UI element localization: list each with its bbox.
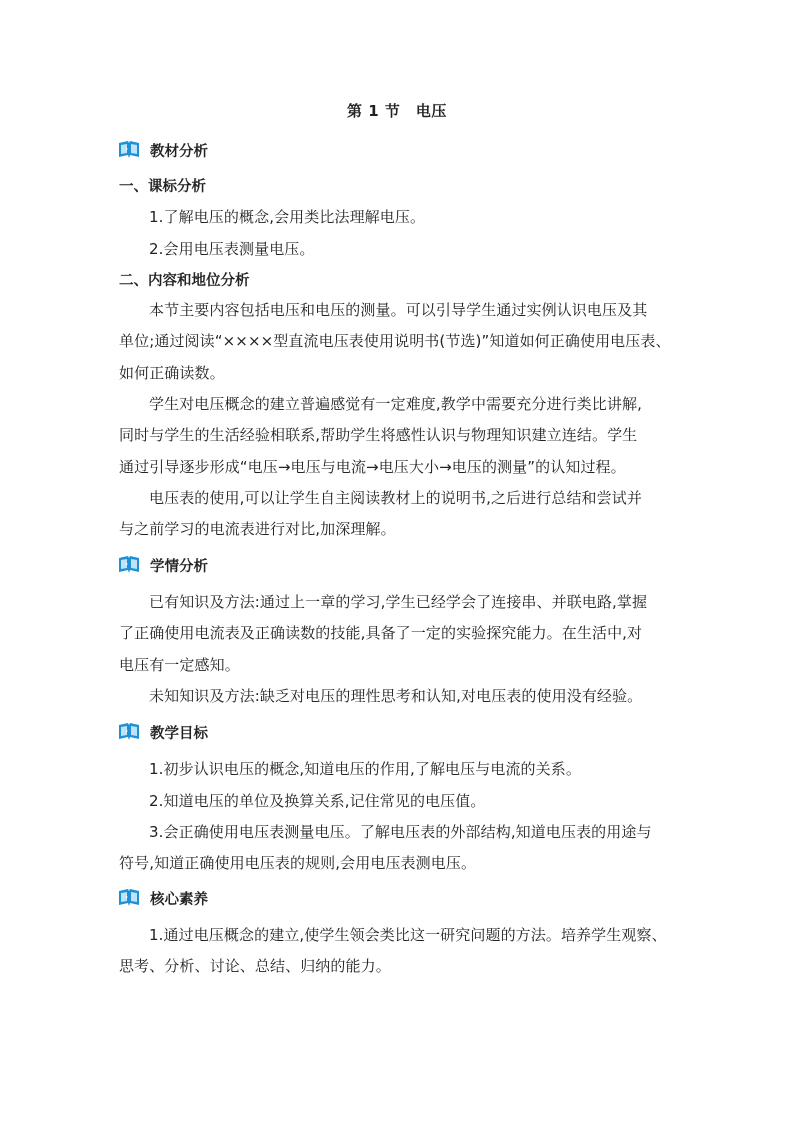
subheading-curriculum: 一、课标分析 (119, 179, 206, 195)
text-line: 学生对电压概念的建立普遍感觉有一定难度,教学中需要充分进行类比讲解, (149, 395, 642, 413)
section-label: 学情分析 (150, 558, 208, 575)
section-heading-goals (118, 720, 208, 744)
text-line: 1.了解电压的概念,会用类比法理解电压。 (149, 208, 426, 226)
text-line: 与之前学习的电流表进行对比,加深理解。 (119, 520, 396, 538)
text-line: 符号,知道正确使用电压表的规则,会用电压表测电压。 (119, 854, 477, 872)
book-icon (118, 140, 140, 160)
text-line: 单位;通过阅读“××××型直流电压表使用说明书(节选)”知道如何正确使用电压表、 (119, 332, 671, 350)
text-line: 1.通过电压概念的建立,使学生领会类比这一研究问题的方法。培养学生观察、 (149, 926, 667, 944)
text-line: 同时与学生的生活经验相联系,帮助学生将感性认识与物理知识建立连结。学生 (119, 426, 638, 444)
subheading-content: 二、内容和地位分析 (119, 273, 250, 289)
book-icon (118, 722, 140, 742)
text-line: 已有知识及方法:通过上一章的学习,学生已经学会了连接串、并联电路,掌握 (149, 593, 648, 611)
section-heading-analysis (118, 138, 208, 162)
section-label: 核心素养 (150, 891, 208, 908)
text-line: 本节主要内容包括电压和电压的测量。可以引导学生通过实例认识电压及其 (149, 301, 648, 319)
text-line: 电压有一定感知。 (119, 656, 240, 674)
text-line: 3.会正确使用电压表测量电压。了解电压表的外部结构,知道电压表的用途与 (149, 823, 652, 841)
section-heading-students (118, 553, 208, 577)
text-line: 1.初步认识电压的概念,知道电压的作用,了解电压与电流的关系。 (149, 760, 581, 778)
section-heading-core (118, 886, 208, 910)
book-icon (118, 888, 140, 908)
section-label: 教材分析 (150, 143, 208, 160)
text-line: 电压表的使用,可以让学生自主阅读教材上的说明书,之后进行总结和尝试并 (149, 489, 642, 507)
text-line: 未知知识及方法:缺乏对电压的理性思考和认知,对电压表的使用没有经验。 (149, 687, 643, 705)
section-label: 教学目标 (150, 725, 208, 742)
text-line: 通过引导逐步形成“电压→电压与电流→电压大小→电压的测量”的认知过程。 (119, 458, 626, 476)
text-line: 思考、分析、讨论、总结、归纳的能力。 (119, 957, 391, 975)
book-icon (118, 555, 140, 575)
text-line: 了正确使用电流表及正确读数的技能,具备了一定的实验探究能力。在生活中,对 (119, 624, 643, 642)
text-line: 2.会用电压表测量电压。 (149, 240, 315, 258)
page-title: 第 1 节 电压 (347, 102, 447, 120)
text-line: 如何正确读数。 (119, 364, 225, 382)
text-line: 2.知道电压的单位及换算关系,记住常见的电压值。 (149, 792, 486, 810)
